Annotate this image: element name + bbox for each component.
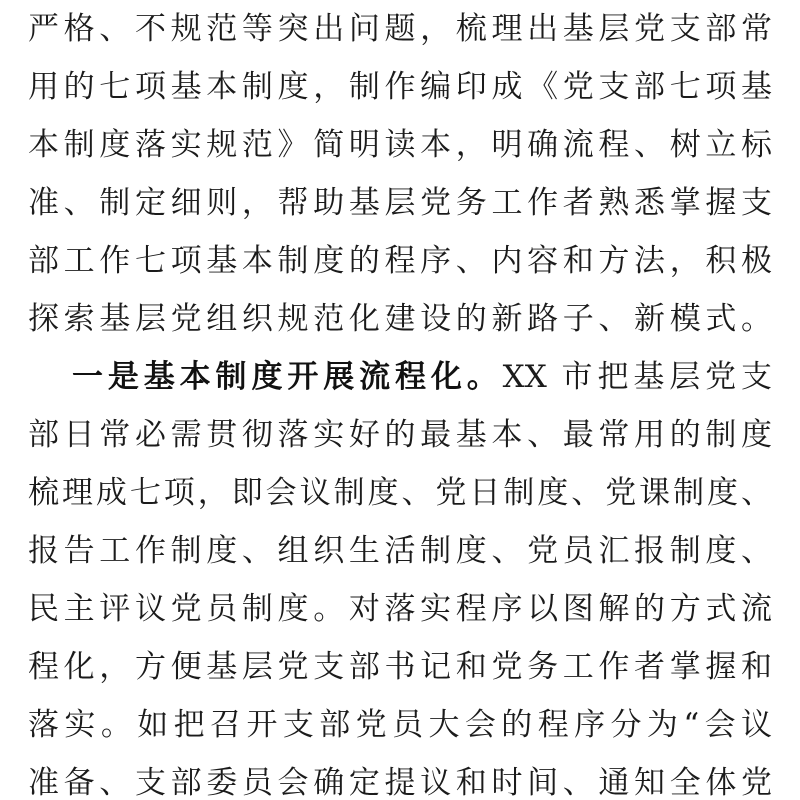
- text-line: 准备、支部委员会确定提议和时间、通知全体党: [28, 765, 772, 800]
- text-line: 部工作七项基本制度的程序、内容和方法，积极: [28, 243, 772, 279]
- text-line: 准、制定细则，帮助基层党务工作者熟悉掌握支: [28, 185, 772, 221]
- paragraph-heading: 一是基本制度开展流程化。: [72, 359, 503, 395]
- text-line: 严格、不规范等突出问题，梳理出基层党支部常: [28, 11, 772, 47]
- paragraph-heading-line: [72, 348, 772, 406]
- text-line: 报告工作制度、组织生活制度、党员汇报制度、: [28, 533, 772, 569]
- text-line: 梳理成七项，即会议制度、党日制度、党课制度、: [28, 475, 772, 511]
- text-line: 探索基层党组织规范化建设的新路子、新模式。: [28, 301, 772, 337]
- text-line: 本制度落实规范》简明读本，明确流程、树立标: [28, 127, 772, 163]
- text-line: 落实。如把召开支部党员大会的程序分为“会议: [28, 707, 772, 743]
- text-line: 程化，方便基层党支部书记和党务工作者掌握和: [28, 649, 772, 685]
- text-line: 用的七项基本制度，制作编印成《党支部七项基: [28, 69, 772, 105]
- text-line: 部日常必需贯彻落实好的最基本、最常用的制度: [28, 417, 772, 453]
- heading-line-rest: XX 市把基层党支: [502, 359, 772, 395]
- text-line: 民主评议党员制度。对落实程序以图解的方式流: [28, 591, 772, 627]
